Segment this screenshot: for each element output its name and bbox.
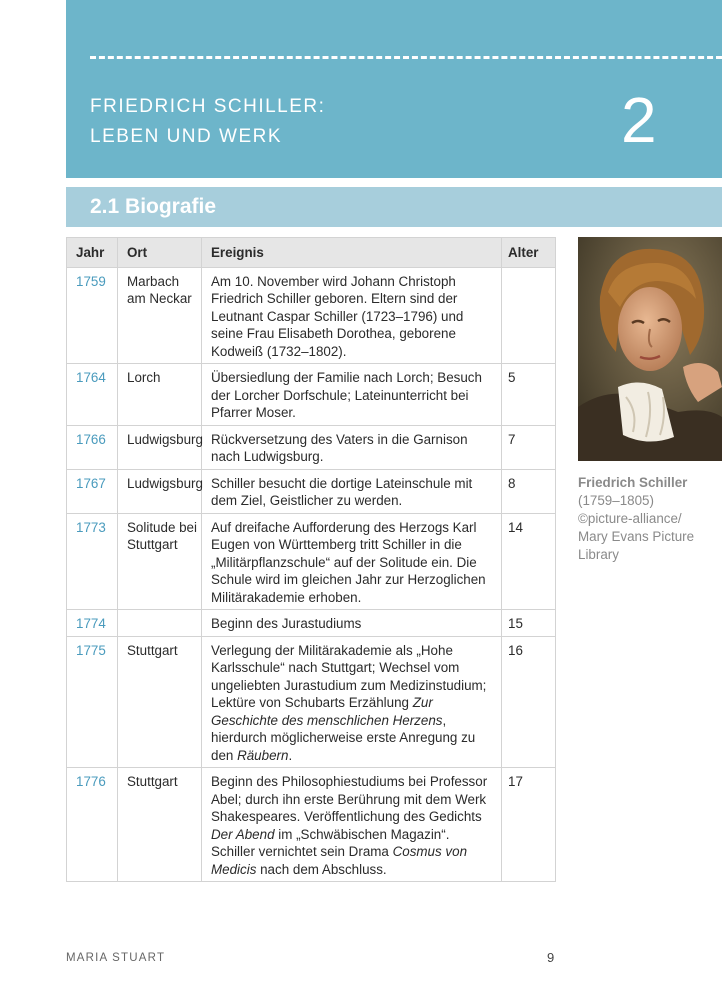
chapter-title-line-1: FRIEDRICH SCHILLER: bbox=[90, 96, 326, 117]
cell-age: 17 bbox=[502, 768, 556, 882]
table-body bbox=[67, 267, 556, 882]
event-title-italic: Zur Geschichte des menschlichen Herzens bbox=[211, 695, 443, 728]
header-event: Ereignis bbox=[202, 238, 502, 268]
cell-event bbox=[202, 768, 502, 882]
table-row bbox=[67, 469, 556, 513]
cell-event bbox=[202, 469, 502, 513]
cell-year: 1775 bbox=[67, 636, 118, 768]
table-row bbox=[67, 610, 556, 637]
cell-year: 1759 bbox=[67, 267, 118, 364]
page-number: 9 bbox=[547, 950, 555, 965]
event-text: Verlegung der Militärakademie als „Hohe Karlsschule“ nach Stuttgart; Wechsel vom ungeliebten Jurastudium zum Medizinstudium; Lektüre von Schubarts Erzählung bbox=[211, 642, 487, 710]
cell-year: 1773 bbox=[67, 513, 118, 610]
cell-age: 15 bbox=[502, 610, 556, 637]
cell-year: 1767 bbox=[67, 469, 118, 513]
schiller-portrait bbox=[578, 237, 722, 461]
portrait-caption bbox=[578, 474, 722, 564]
event-text: Schiller besucht die dortige Lateinschule mit dem Ziel, Geistlicher zu werden. bbox=[211, 475, 473, 508]
caption-line: ©picture-alliance/ bbox=[578, 511, 682, 526]
cell-year: 1774 bbox=[67, 610, 118, 637]
caption-line: Library bbox=[578, 547, 619, 562]
header-place: Ort bbox=[118, 238, 202, 268]
cell-event bbox=[202, 610, 502, 637]
event-text: . bbox=[288, 747, 293, 763]
chapter-title bbox=[90, 92, 325, 152]
event-text: Beginn des Jurastudiums bbox=[211, 616, 362, 631]
table-header-row bbox=[67, 238, 556, 268]
header-year: Jahr bbox=[67, 238, 118, 268]
event-text: , hierdurch möglicherweise erste Anregung zu den bbox=[211, 712, 476, 763]
biography-table bbox=[66, 237, 556, 882]
event-text: Übersiedlung der Familie nach Lorch; Besuch der Lorcher Dorfschule; Lateinunterricht bei Pfarrer Moser. bbox=[211, 370, 482, 420]
table-row bbox=[67, 267, 556, 364]
event-text: nach dem Abschluss. bbox=[256, 861, 387, 877]
table-row bbox=[67, 768, 556, 882]
cell-age: 14 bbox=[502, 513, 556, 610]
event-text: im „Schwäbischen Magazin“. Schiller vernichtet sein Drama bbox=[211, 826, 450, 859]
cell-place: Ludwigsburg bbox=[118, 469, 202, 513]
cell-age bbox=[502, 267, 556, 364]
cell-age: 5 bbox=[502, 364, 556, 426]
table-row bbox=[67, 425, 556, 469]
cell-place: Marbach am Neckar bbox=[118, 267, 202, 364]
cell-event bbox=[202, 364, 502, 426]
cell-place: Stuttgart bbox=[118, 768, 202, 882]
event-text: Rückversetzung des Vaters in die Garnison nach Ludwigsburg. bbox=[211, 431, 468, 464]
cell-place bbox=[118, 610, 202, 637]
footer-book-title: MARIA STUART bbox=[66, 952, 166, 964]
cell-age: 7 bbox=[502, 425, 556, 469]
event-text: Beginn des Philosophiestudiums bei Professor Abel; durch ihn erste Berührung mit dem Werk Shakespeares. Veröffentlichung des Gedichts bbox=[211, 774, 488, 824]
cell-event bbox=[202, 425, 502, 469]
cell-place: Stuttgart bbox=[118, 636, 202, 768]
caption-line: (1759–1805) bbox=[578, 493, 654, 508]
table-row bbox=[67, 364, 556, 426]
chapter-title-line-2: LEBEN UND WERK bbox=[90, 126, 283, 147]
event-text: Auf dreifache Aufforderung des Herzogs Karl Eugen von Württemberg tritt Schiller in die „Militärpflanzschule“ auf der Solitude ein. Die Schule wird im gleichen Jahr zur Herzoglichen Militärakademie erhoben. bbox=[211, 519, 486, 605]
cell-year: 1764 bbox=[67, 364, 118, 426]
event-title-italic: Der Abend bbox=[211, 826, 275, 842]
cell-place: Ludwigsburg bbox=[118, 425, 202, 469]
event-text: Am 10. November wird Johann Christoph Friedrich Schiller geboren. Eltern sind der Leutnant Caspar Schiller (1723–1796) und seine Frau Elisabeth Dorothea, geborene Kodweiß (1732–1802). bbox=[211, 273, 464, 359]
table-row bbox=[67, 513, 556, 610]
header-age: Alter bbox=[502, 238, 556, 268]
cell-event bbox=[202, 636, 502, 768]
caption-name: Friedrich Schiller bbox=[578, 475, 688, 490]
cell-place: Lorch bbox=[118, 364, 202, 426]
section-title: 2.1 Biografie bbox=[90, 195, 217, 218]
cell-age: 16 bbox=[502, 636, 556, 768]
cell-event bbox=[202, 513, 502, 610]
event-title-italic: Cosmus von Medicis bbox=[211, 844, 468, 877]
cell-age: 8 bbox=[502, 469, 556, 513]
event-title-italic: Räubern bbox=[237, 747, 289, 763]
cell-event bbox=[202, 267, 502, 364]
cell-place: Solitude bei Stuttgart bbox=[118, 513, 202, 610]
cell-year: 1776 bbox=[67, 768, 118, 882]
cell-year: 1766 bbox=[67, 425, 118, 469]
dashed-divider bbox=[90, 56, 722, 59]
chapter-number: 2 bbox=[621, 84, 657, 156]
table-row bbox=[67, 636, 556, 768]
caption-line: Mary Evans Picture bbox=[578, 529, 695, 544]
